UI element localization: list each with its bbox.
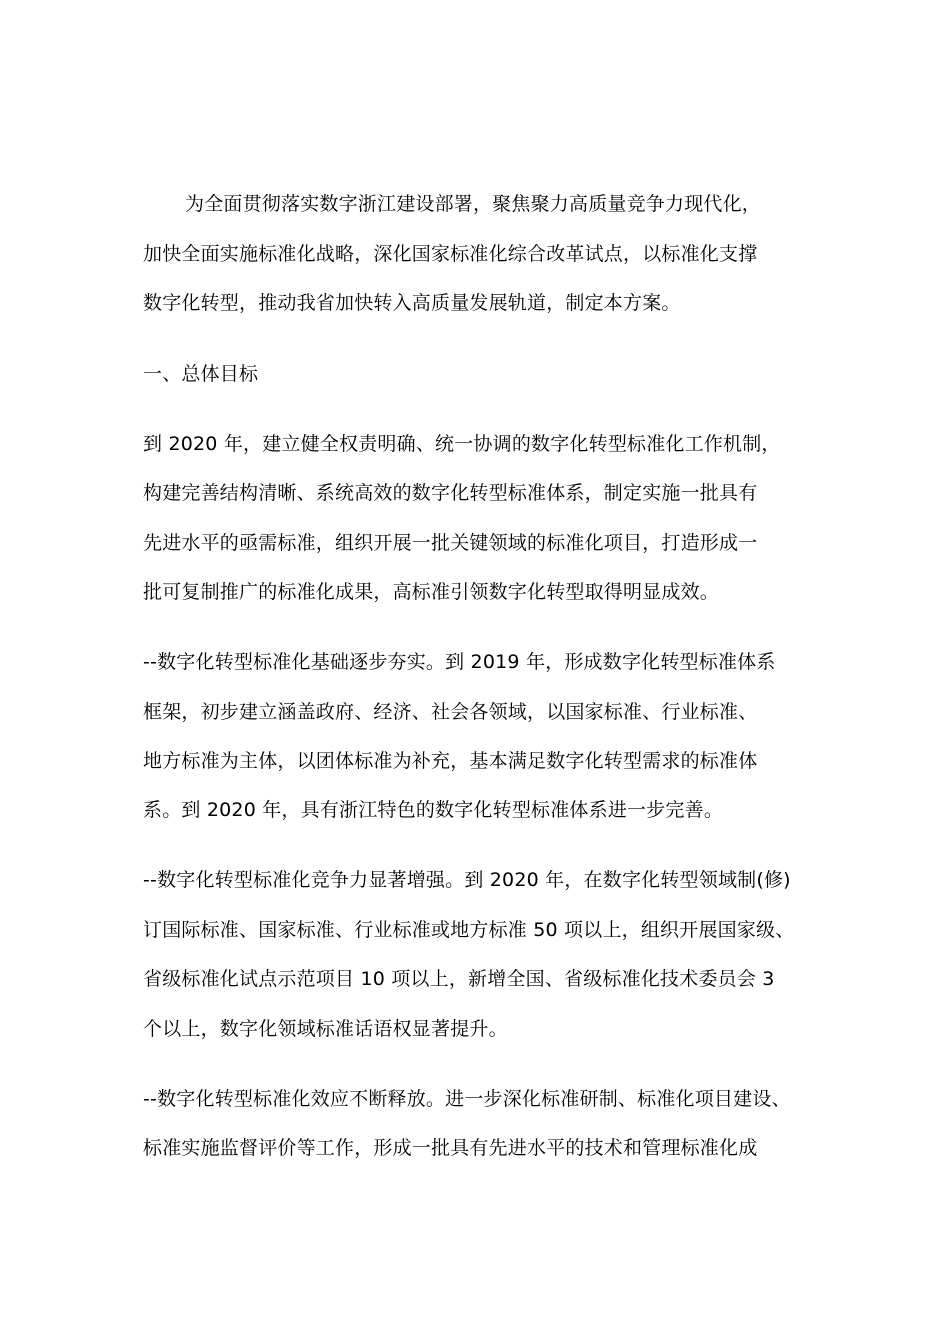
text-line: 到 2020 年，建立健全权责明确、统一协调的数字化转型标准化工作机制， (143, 433, 781, 455)
text-line: 加快全面实施标准化战略，深化国家标准化综合改革试点，以标准化支撑 (143, 243, 758, 265)
text-line: 系。到 2020 年，具有浙江特色的数字化转型标准体系进一步完善。 (143, 799, 724, 821)
text-line: 标准实施监督评价等工作，形成一批具有先进水平的技术和管理标准化成 (143, 1137, 758, 1159)
text-line: 数字化转型，推动我省加快转入高质量发展轨道，制定本方案。 (143, 292, 681, 314)
text-line: 地方标准为主体，以团体标准为补充，基本满足数字化转型需求的标准体 (143, 750, 758, 772)
text-line: 构建完善结构清晰、系统高效的数字化转型标准体系，制定实施一批具有 (143, 482, 758, 504)
text-line: 先进水平的亟需标准，组织开展一批关键领域的标准化项目，打造形成一 (143, 532, 758, 554)
text-line: 个以上，数字化领域标准话语权显著提升。 (143, 1018, 508, 1040)
text-line: --数字化转型标准化基础逐步夯实。到 2019 年，形成数字化转型标准体系 (143, 651, 776, 673)
section-heading: 一、总体目标 (143, 363, 259, 385)
text-line: 订国际标准、国家标准、行业标准或地方标准 50 项以上，组织开展国家级、 (143, 919, 795, 941)
text-line: 为全面贯彻落实数字浙江建设部署，聚焦聚力高质量竞争力现代化， (185, 193, 762, 215)
text-line: 框架，初步建立涵盖政府、经济、社会各领域，以国家标准、行业标准、 (143, 701, 758, 723)
text-line: --数字化转型标准化效应不断释放。进一步深化标准研制、标准化项目建设、 (143, 1088, 791, 1110)
text-line: 批可复制推广的标准化成果，高标准引领数字化转型取得明显成效。 (143, 581, 720, 603)
text-line: 省级标准化试点示范项目 10 项以上，新增全国、省级标准化技术委员会 3 (143, 968, 775, 990)
text-line: --数字化转型标准化竞争力显著增强。到 2020 年，在数字化转型领域制(修) (143, 869, 791, 891)
